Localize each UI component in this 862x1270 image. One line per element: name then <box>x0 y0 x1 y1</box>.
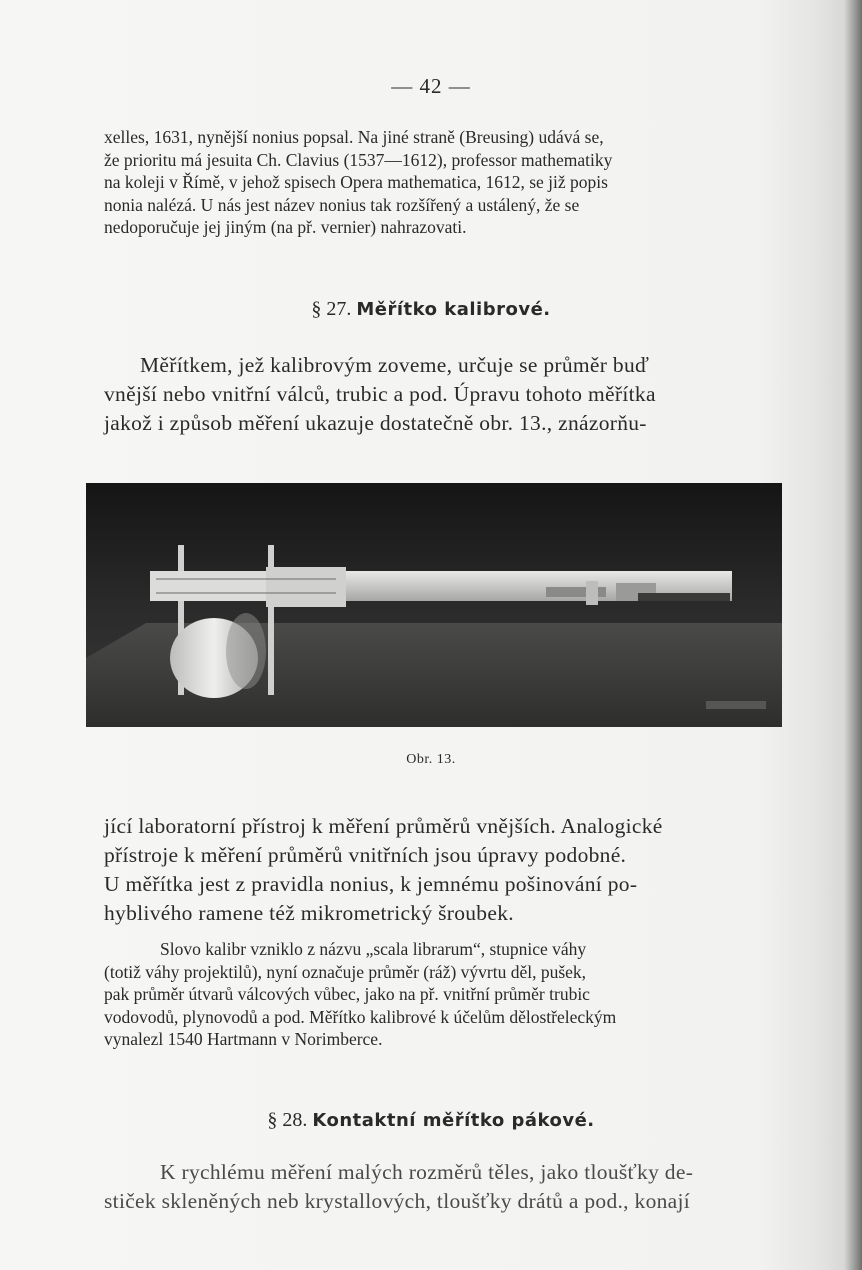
section-27-paragraph-continued <box>104 812 764 928</box>
text-line: Měřítkem, jež kalibrovým zoveme, určuje se průměr buď <box>140 353 650 377</box>
text-line: jící laboratorní přístroj k měření průměrů vnějších. Analogické <box>104 814 663 838</box>
intro-paragraph <box>104 126 764 239</box>
page-number: — 42 — <box>391 74 471 98</box>
text-line: vodovodů, plynovodů a pod. Měřítko kalibrové k účelům dělostřeleckým <box>104 1006 617 1027</box>
figure-caption: Obr. 13. <box>406 752 456 767</box>
section-title: Měřítko kalibrové. <box>356 299 551 320</box>
text-line: hyblivého ramene též mikrometrický šroubek. <box>104 901 514 925</box>
page-edge-shadow <box>844 0 862 1270</box>
text-line: K rychlému měření malých rozměrů těles, jako tloušťky de- <box>160 1160 694 1184</box>
text-line: U měřítka jest z pravidla nonius, k jemnému pošinování po- <box>104 872 638 896</box>
caliper-photo-illustration <box>86 483 782 727</box>
text-line: vynalezl 1540 Hartmann v Norimberce. <box>104 1029 383 1049</box>
section-28-paragraph <box>104 1158 764 1216</box>
text-line: vnější nebo vnitřní válců, trubic a pod. Úpravu tohoto měřítka <box>104 382 656 406</box>
text-line: že prioritu má jesuita Ch. Clavius (1537—1612), professor mathematiky <box>104 149 613 170</box>
section-number: § 28. <box>267 1109 308 1131</box>
section-number: § 27. <box>311 298 352 320</box>
section-28-heading <box>0 1109 862 1132</box>
figure-photo-caliper <box>86 483 782 727</box>
text-line: přístroje k měření průměrů vnitřních jsou úpravy podobné. <box>104 843 627 867</box>
section-27-heading <box>0 298 862 321</box>
text-line: stiček skleněných neb krystallových, tloušťky drátů a pod., konají <box>104 1189 691 1213</box>
text-line: Slovo kalibr vzniklo z názvu „scala librarum“, stupnice váhy <box>160 939 587 959</box>
text-line: na koleji v Římě, v jehož spisech Opera mathematica, 1612, se již popis <box>104 172 608 192</box>
section-title: Kontaktní měřítko pákové. <box>312 1110 595 1131</box>
section-27-paragraph <box>104 351 764 438</box>
text-line: (totiž váhy projektilů), nyní označuje průměr (ráž) vývrtu děl, pušek, <box>104 961 587 982</box>
text-line: xelles, 1631, nynější nonius popsal. Na jiné straně (Breusing) udává se, <box>104 127 604 147</box>
kalibr-note-paragraph <box>104 938 764 1051</box>
text-line: jakož i způsob měření ukazuje dostatečně obr. 13., znázorňu- <box>104 411 647 435</box>
text-line: nedoporučuje jej jiným (na př. vernier) nahrazovati. <box>104 217 467 237</box>
text-line: pak průměr útvarů válcových vůbec, jako na př. vnitřní průměr trubic <box>104 984 590 1004</box>
text-line: nonia nalézá. U nás jest název nonius tak rozšířený a ustálený, že se <box>104 194 580 215</box>
